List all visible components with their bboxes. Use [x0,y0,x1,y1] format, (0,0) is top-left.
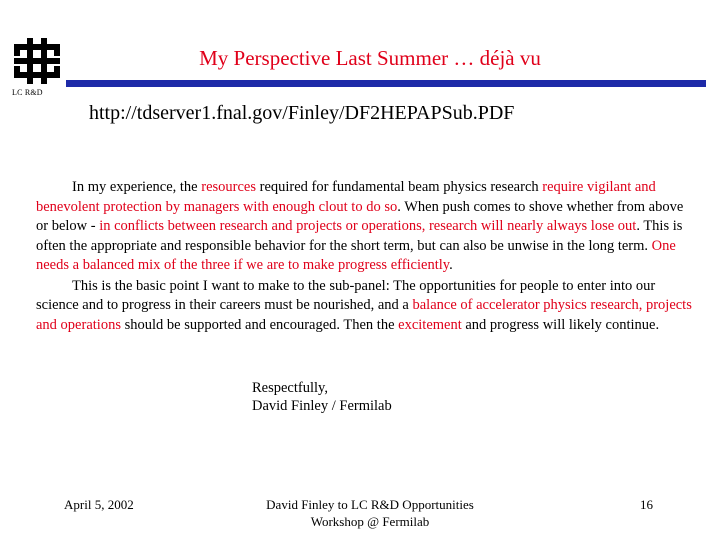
signature-closing: Respectfully, [252,380,328,396]
slide-title: My Perspective Last Summer … déjà vu [199,46,541,70]
footer-event-line-2: Workshop @ Fermilab [310,514,430,529]
footer-event-line-1: David Finley to LC R&D Opportunities [266,497,474,512]
paragraph-1 [36,178,696,276]
p1-highlight-conflicts: in conflicts between research and projects or operations, research will nearly always lose out [99,218,637,234]
paragraph-2 [36,277,696,336]
signature-block [252,379,392,415]
p2-highlight-excitement: excitement [398,316,462,333]
p2-text-2: should be supported and encouraged. Then the [120,316,399,333]
lc-rd-label: LC R&D [12,88,43,97]
footer-date: April 5, 2002 [64,497,134,512]
p1-text-2: required for fundamental beam physics research [256,179,543,195]
p1-highlight-resources: resources [201,179,256,195]
p1-text-4: . This is often the appropriate and responsible behavior for the short term, but can also be unwise in the long term. [36,218,683,254]
page-number: 16 [640,497,653,512]
p2-text-3: and progress will likely continue. [461,316,660,333]
signature-name: David Finley / Fermilab [252,398,392,414]
p2-text-1: This is the basic point I want to make to the sub-panel: The opportunities for people to enter into our science and to progress in their careers must be nourished, and a [36,277,656,313]
title-divider [66,80,706,87]
p1-text-5: . [449,257,453,273]
quote-body [36,178,696,336]
p1-highlight-protection: require vigilant and benevolent protection by managers with enough clout to do so [36,179,656,215]
source-url: http://tdserver1.fnal.gov/Finley/DF2HEPAPSub.PDF [89,102,515,124]
p1-text-3: . When push comes to shove whether from above or below - [36,198,684,234]
p1-highlight-balanced-mix: One needs a balanced mix of the three if we are to make progress efficiently [36,237,676,273]
fermilab-logo-icon [14,38,60,84]
p1-text-1: In my experience, the [72,179,202,195]
footer-event [230,496,510,530]
p2-highlight-balance: balance of accelerator physics research, projects and operations [36,297,692,333]
